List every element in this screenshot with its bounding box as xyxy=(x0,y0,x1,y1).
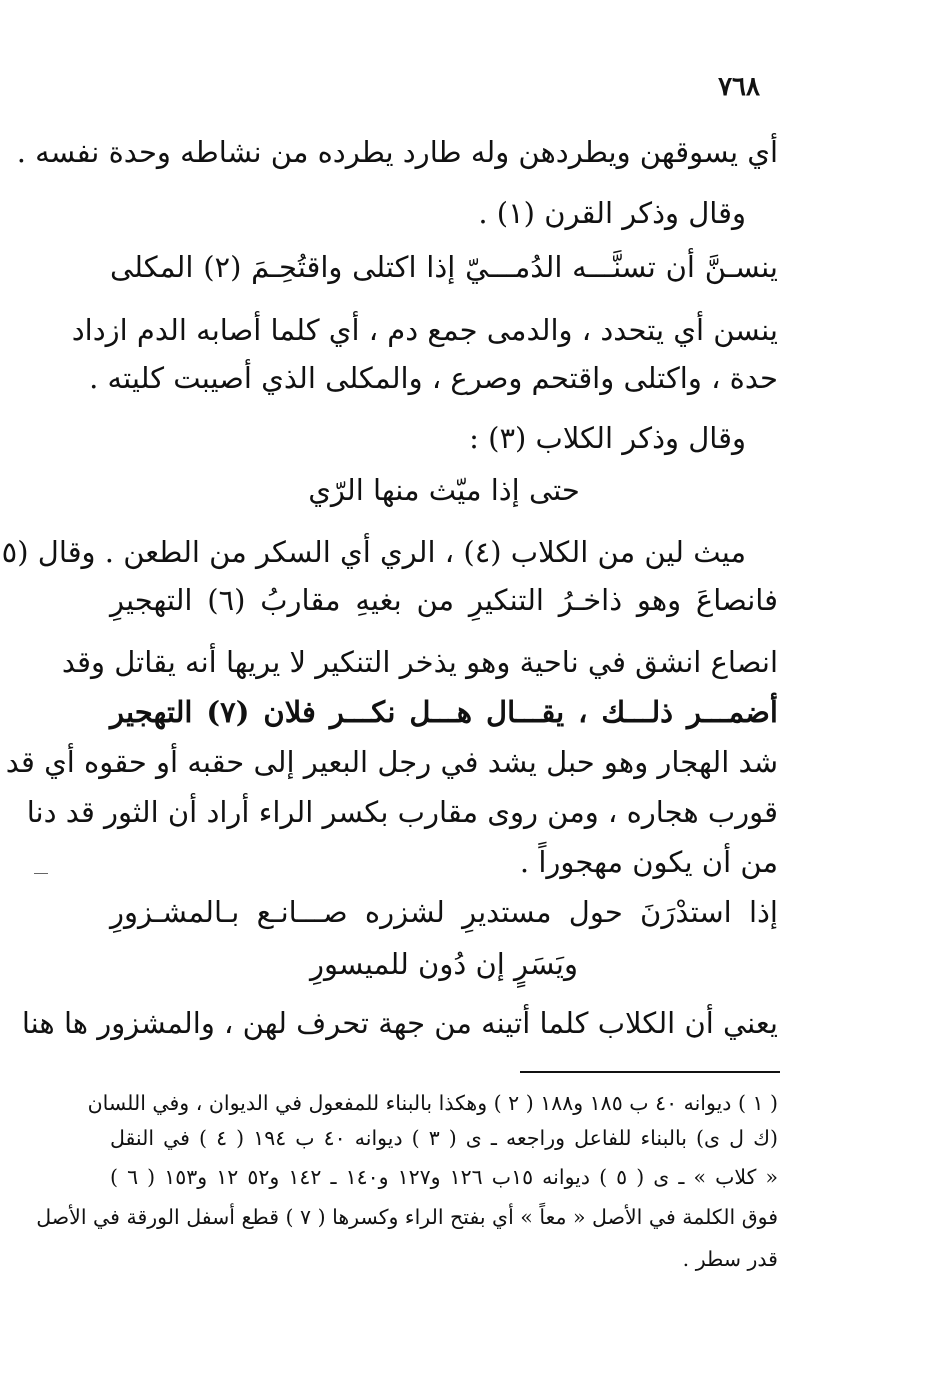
body-line: أي يسوقهن ويطردهن وله طارد يطرده من نشاطه وحدة نفسه . xyxy=(16,135,778,169)
page-number: ٧٦٨ xyxy=(718,72,760,102)
body-line: أضمـــر ذلـــك ، يقـــال هـــل نكـــر فلان (٧) التهجير xyxy=(110,695,778,729)
body-line: من أن يكون مهجوراً . xyxy=(519,845,778,879)
body-line: شد الهجار وهو حبل يشد في رجل البعير إلى حقبه أو حقوه أي قد xyxy=(5,745,778,779)
verse-line: فانصاعَ وهو ذاخـرُ التنكيرِ من بغيهِ مقاربُ (٦) التهجيرِ xyxy=(110,583,778,617)
body-line: يعني أن الكلاب كلما أتينه من جهة تحرف لهن ، والمشزور ها هنا xyxy=(21,1006,778,1040)
body-line: ينسن أي يتحدد ، والدمى جمع دم ، أي كلما أصابه الدم ازداد xyxy=(71,313,778,347)
verse-line: ويَسَرٍ إن دُون للميسورِ xyxy=(310,947,578,981)
footnote-line: قدر سطر . xyxy=(682,1247,778,1271)
margin-mark xyxy=(34,873,48,874)
body-line: وقال وذكر القرن (١) . xyxy=(478,196,746,230)
body-line: حدة ، واكتلى واقتحم وصرع ، والمكلى الذي أصيبت كليته . xyxy=(89,361,778,395)
verse-line: إذا استدْرَنَ حول مستديرِ لشزره صـــانـع بـالمشـزورِ xyxy=(110,895,778,929)
footnote-line: (ك ل ى) بالبناء للفاعل وراجعه ـ ى ( ٣ ) ديوانه ٤٠ ب ١٩٤ ( ٤ ) في النقل xyxy=(110,1126,778,1150)
verse-line: حتى إذا ميّث منها الرّي xyxy=(308,473,580,507)
verse-line: ينسـنَّ أن تسنَّـــه الدُمـــيّ إذا اكتلى واقتُحِـمَ (٢) المكلى xyxy=(110,250,779,284)
footnote-line: « كلاب » ـ ى ( ٥ ) ديوانه ١٥ب ١٢٦ و١٢٧ و١٤٠ ـ ١٤٢ و٥٢ ١٢ و١٥٣ ( ٦ ) xyxy=(110,1165,779,1189)
body-line: قورب هجاره ، ومن روى مقارب بكسر الراء أراد أن الثور قد دنا xyxy=(26,795,778,829)
footnote-rule xyxy=(520,1071,780,1073)
body-line: ميث لين من الكلاب (٤) ، الري أي السكر من الطعن . وقال (٥ xyxy=(1,535,746,569)
body-line: وقال وذكر الكلاب (٣) : xyxy=(469,421,746,455)
body-line: انصاع انشق في ناحية وهو يذخر التنكير لا يريها أنه يقاتل وقد xyxy=(61,645,778,679)
footnote-line: فوق الكلمة في الأصل « معاً » أي بفتح الراء وكسرها ( ٧ ) قطع أسفل الورقة في الأصل xyxy=(36,1205,778,1229)
footnote-line: ( ١ ) ديوانه ٤٠ ب ١٨٥ و١٨٨ ( ٢ ) وهكذا بالبناء للمفعول في الديوان ، وفي اللسان xyxy=(87,1091,778,1115)
